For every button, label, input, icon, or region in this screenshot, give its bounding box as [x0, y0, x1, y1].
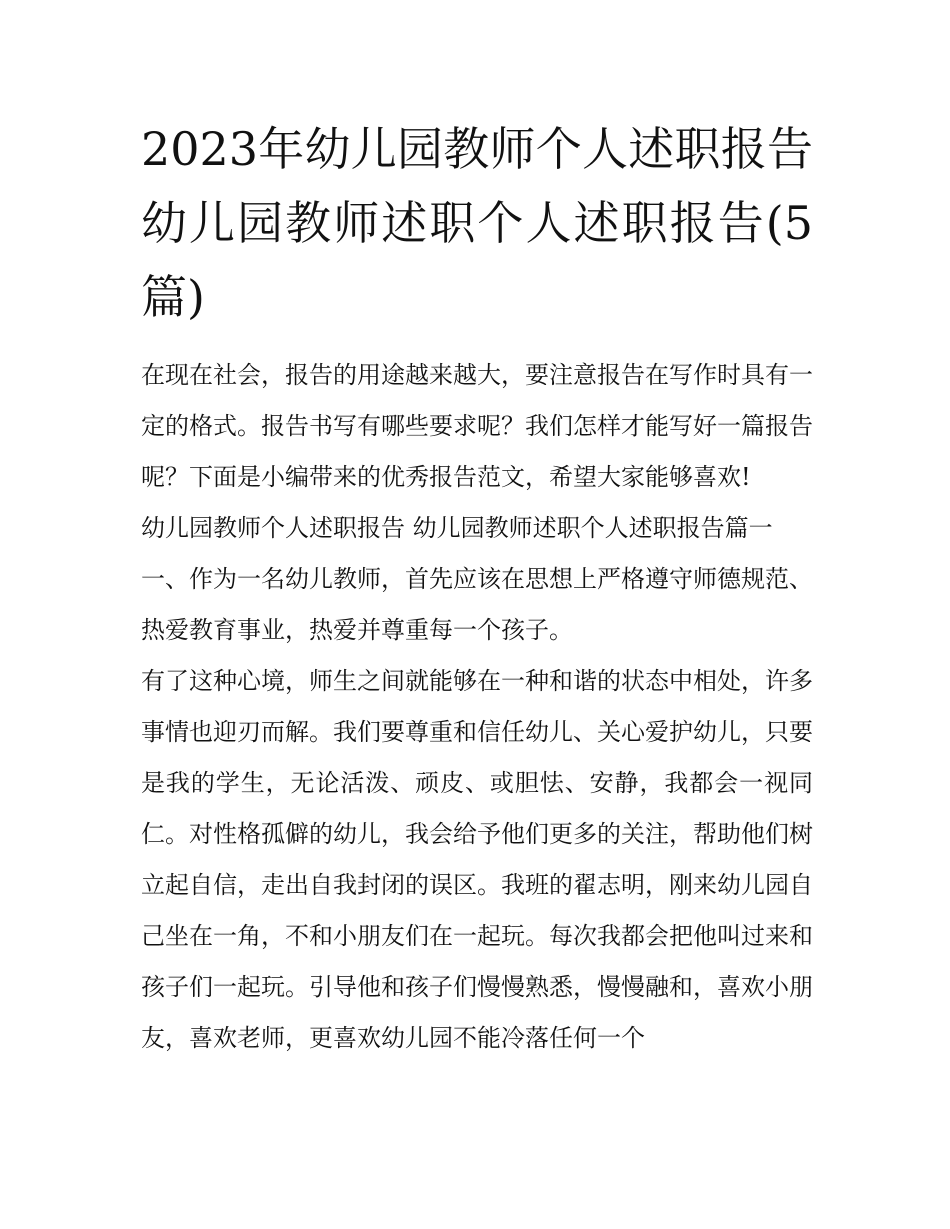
body-paragraph: 有了这种心境，师生之间就能够在一种和谐的状态中相处，许多事情也迎刃而解。我们要尊重和信任幼儿、关心爱护幼儿，只要是我的学生，无论活泼、顽皮、或胆怯、安静，我都会一视同仁。对性格孤僻的幼儿，我会给予他们更多的关注，帮助他们树立起自信，走出自我封闭的误区。我班的翟志明，刚来幼儿园自己坐在一角，不和小朋友们在一起玩。每次我都会把他叫过来和孩子们一起玩。引导他和孩子们慢慢熟悉，慢慢融和，喜欢小朋友，喜欢老师，更喜欢幼儿园不能冷落任何一个: [141, 667, 813, 1052]
document-page: [141, 112, 813, 1064]
intro-paragraph: 在现在社会，报告的用途越来越大，要注意报告在写作时具有一定的格式。报告书写有哪些要求呢？我们怎样才能写好一篇报告呢？下面是小编带来的优秀报告范文，希望大家能够喜欢!: [141, 361, 813, 491]
document-title: 2023年幼儿园教师个人述职报告 幼儿园教师述职个人述职报告(5篇): [141, 122, 813, 324]
section-heading: 幼儿园教师个人述职报告 幼儿园教师述职个人述职报告篇一: [141, 514, 773, 542]
body-paragraph: 一、作为一名幼儿教师，首先应该在思想上严格遵守师德规范、热爱教育事业，热爱并尊重每一个孩子。: [141, 565, 813, 644]
document-body: [141, 350, 813, 1064]
